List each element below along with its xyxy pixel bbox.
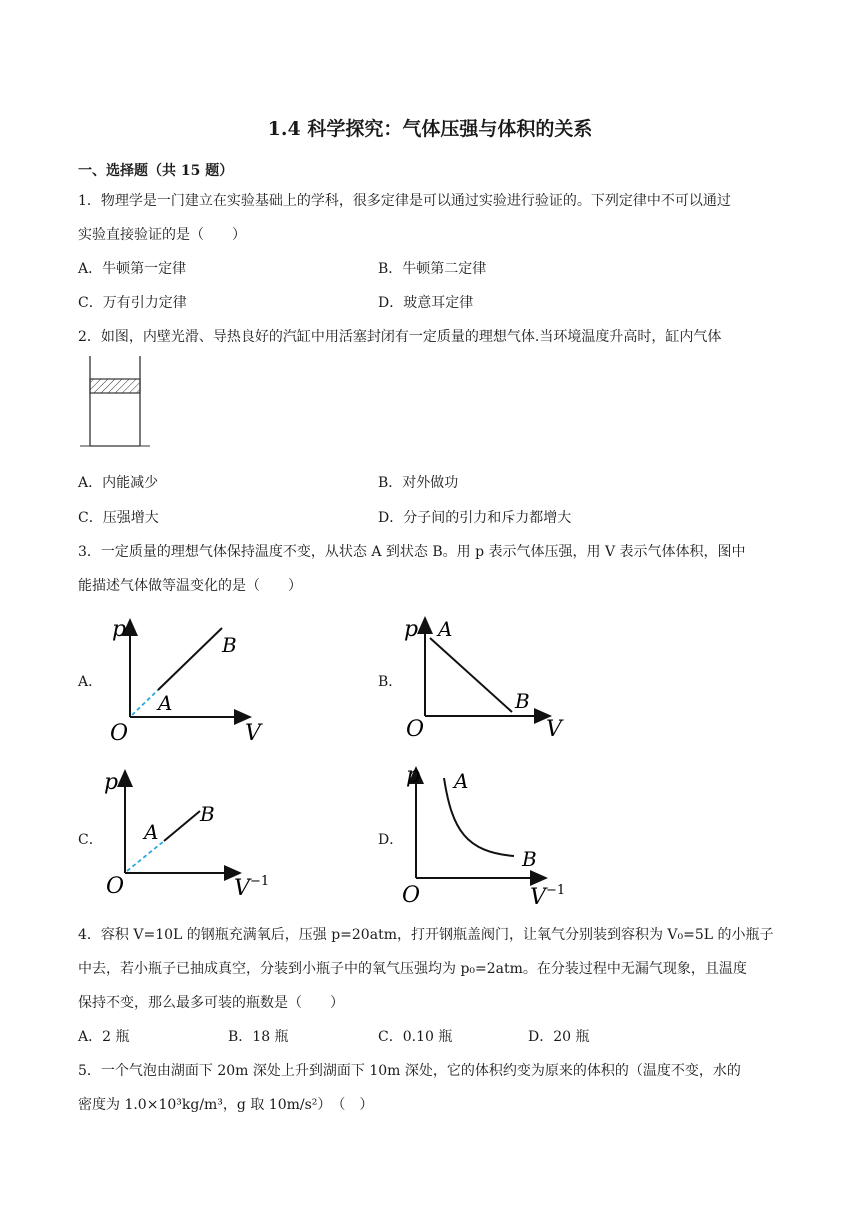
graph-b-axis-p: p [404, 617, 419, 642]
graph-d-point-a: A [454, 769, 469, 793]
q2-text-line1: 2．如图，内壁光滑、导热良好的汽缸中用活塞封闭有一定质量的理想气体.当环境温度升高时，缸内气体 [78, 329, 722, 345]
graph-a-point-b: B [222, 633, 237, 657]
graph-b [400, 612, 570, 747]
graph-c-exponent: −1 [250, 874, 270, 889]
q1-option-a: A．牛顿第一定律 [78, 261, 187, 277]
cylinder-piston-figure [78, 352, 158, 452]
q3-text-line2: 能描述气体做等温变化的是（ ） [78, 578, 302, 594]
graph-c [100, 765, 280, 900]
graph-c-point-b: B [200, 802, 215, 826]
graph-d [396, 760, 576, 910]
section-heading: 一、选择题（共 15 题） [78, 163, 234, 179]
q4-option-d: D．20 瓶 [528, 1029, 590, 1045]
q3-option-d: D． [378, 832, 404, 848]
graph-d-exponent: −1 [546, 883, 566, 898]
graph-d-point-b: B [522, 847, 537, 871]
q2-option-a: A．内能减少 [78, 475, 159, 491]
q5-text-line2: 密度为 1.0×10³kg/m³，g 取 10m/s²） （ ） [78, 1097, 374, 1113]
q5-text-line1: 5．一个气泡由湖面下 20m 深处上升到湖面下 10m 深处，它的体积约变为原来的体积的（温度不变，水的 [78, 1063, 741, 1079]
graph-b-point-a: A [438, 617, 453, 641]
graph-c-origin: O [106, 874, 125, 899]
q3-option-c: C． [78, 832, 103, 848]
q2-option-d: D．分子间的引力和斥力都增大 [378, 510, 572, 526]
page-title: 1.4 科学探究：气体压强与体积的关系 [267, 118, 593, 140]
graph-a [100, 612, 270, 747]
piston [90, 379, 140, 393]
q1-option-d: D．玻意耳定律 [378, 295, 474, 311]
graph-a-axis-v: V [245, 721, 261, 746]
graph-a-origin: O [110, 721, 129, 746]
q1-text-line2: 实验直接验证的是（ ） [78, 227, 246, 243]
graph-a-axis-p: p [112, 617, 127, 642]
graph-d-axis-vinv: V [530, 885, 546, 910]
graph-b-origin: O [406, 717, 425, 742]
q3-text-line1: 3．一定质量的理想气体保持温度不变，从状态 A 到状态 B。用 p 表示气体压强，用 V 表示气体体积，图中 [78, 544, 746, 560]
q4-text-line1: 4．容积 V=10L 的钢瓶充满氧后，压强 p=20atm，打开钢瓶盖阀门，让氧气分别装到容积为 V₀=5L 的小瓶子 [78, 927, 774, 943]
graph-c-axis-p: p [104, 770, 119, 795]
q1-option-c: C．万有引力定律 [78, 295, 187, 311]
q4-text-line2: 中去，若小瓶子已抽成真空，分装到小瓶子中的氧气压强均为 p₀=2atm。在分装过程中无漏气现象，且温度 [78, 961, 747, 977]
graph-a-point-a: A [158, 691, 173, 715]
graph-b-axis-v: V [546, 717, 562, 742]
q3-option-a: A． [78, 674, 103, 690]
q3-option-b: B． [378, 674, 403, 690]
q4-option-a: A．2 瓶 [78, 1029, 130, 1045]
q4-option-c: C．0.10 瓶 [378, 1029, 453, 1045]
q4-text-line3: 保持不变，那么最多可装的瓶数是（ ） [78, 995, 344, 1011]
graph-d-axis-p: p [406, 763, 421, 788]
graph-b-point-b: B [515, 689, 530, 713]
graph-c-axis-vinv: V [234, 876, 250, 900]
graph-d-origin: O [402, 883, 421, 908]
q1-option-b: B．牛顿第二定律 [378, 261, 487, 277]
q2-option-c: C．压强增大 [78, 510, 159, 526]
q2-option-b: B．对外做功 [378, 475, 459, 491]
q1-text-line1: 1．物理学是一门建立在实验基础上的学科，很多定律是可以通过实验进行验证的。下列定律中不可以通过 [78, 193, 731, 209]
q4-option-b: B．18 瓶 [228, 1029, 289, 1045]
graph-c-point-a: A [144, 820, 159, 844]
